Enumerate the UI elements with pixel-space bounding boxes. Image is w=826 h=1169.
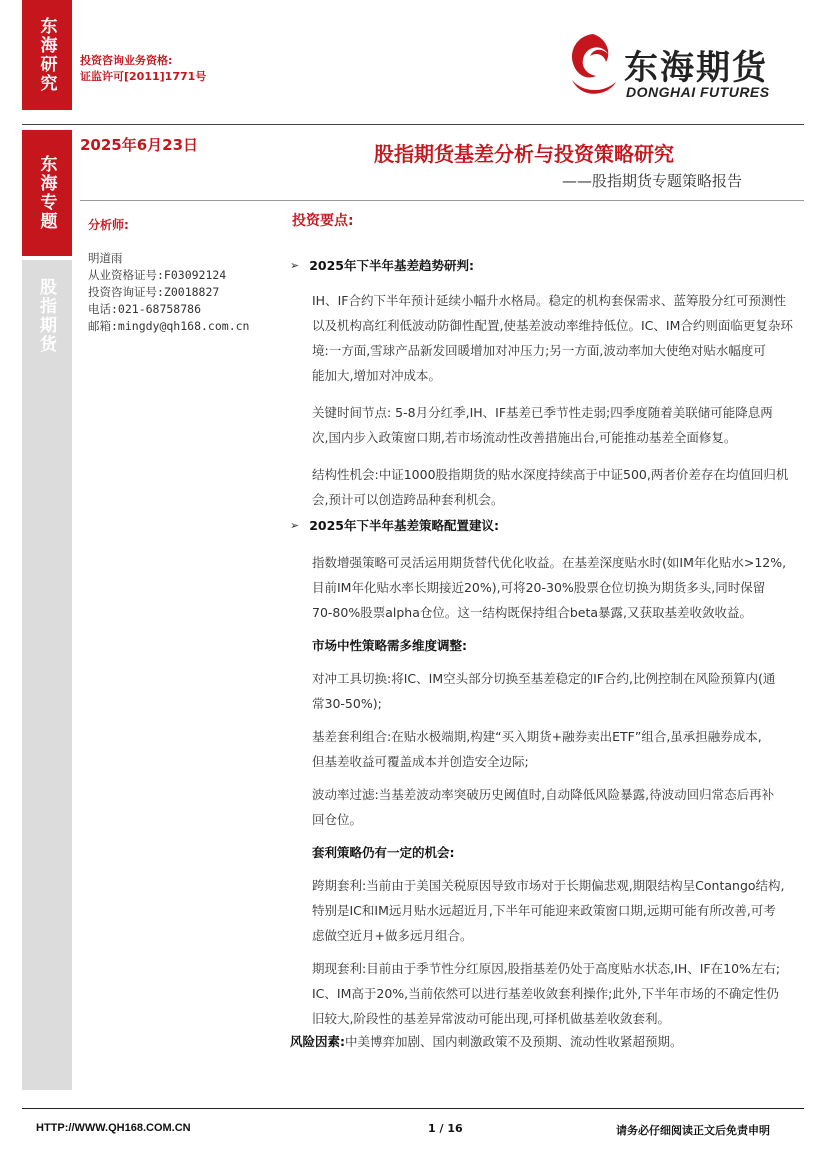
text-line: 常30-50%);	[312, 696, 382, 711]
risk-label: 风险因素:	[290, 1034, 345, 1049]
arrow-bullet-icon: ➢	[290, 258, 300, 272]
dragon-logo-icon	[562, 30, 624, 100]
text-line: 特别是IC和IM远月贴水远超近月,下半年可能迎来政策窗口期,远期可能有所改善,可考	[312, 903, 776, 918]
text-line: 指数增强策略可灵活运用期货替代优化收益。在基差深度贴水时(如IM年化贴水>12%,	[312, 555, 787, 570]
header-rule	[22, 124, 804, 125]
text-line: 对冲工具切换:将IC、IM空头部分切换至基差稳定的IF合约,比例控制在风险预算内(通	[312, 671, 776, 686]
subsection-neutral-title: 市场中性策略需多维度调整:	[312, 638, 467, 653]
text-line: 次,国内步入政策窗口期,若市场流动性改善措施出台,可能推动基差全面修复。	[312, 430, 737, 445]
text-line: 结构性机会:中证1000股指期货的贴水深度持续高于中证500,两者价差存在均值回归机	[312, 467, 789, 482]
section-strategy	[290, 516, 802, 534]
subsection-arbitrage-title: 套利策略仍有一定的机会:	[312, 845, 455, 860]
paragraph	[312, 724, 808, 774]
section-strategy-title: 2025年下半年基差策略配置建议:	[309, 518, 500, 533]
sidebar-band	[22, 260, 72, 1090]
analyst-email: 邮箱:mingdy@qh168.com.cn	[88, 319, 250, 333]
analyst-name: 明道雨	[88, 251, 123, 265]
report-subtitle: ——股指期货专题策略报告	[562, 172, 743, 190]
text-line: IH、IF合约下半年预计延续小幅升水格局。稳定的机构套保需求、蓝筹股分红可预测性	[312, 293, 786, 308]
footer-rule	[22, 1108, 804, 1109]
title-rule	[80, 200, 804, 201]
footer-page-number: 1 / 16	[428, 1122, 463, 1135]
paragraph	[312, 288, 808, 388]
sidebar-tab-topic	[22, 130, 72, 256]
text-line: 但基差收益可覆盖成本并创造安全边际;	[312, 754, 529, 769]
analyst-card	[88, 250, 278, 335]
text-line: 能加大,增加对冲成本。	[312, 368, 441, 383]
text-line: 目前IM年化贴水率长期接近20%),可将20-30%股票仓位切换为期货多头,同时保留	[312, 580, 766, 595]
license-number: 证监许可[2011]1771号	[80, 70, 207, 83]
paragraph	[312, 956, 808, 1031]
paragraph	[312, 873, 808, 948]
text-line: 虑做空近月+做多远月组合。	[312, 928, 473, 943]
text-line: 会,预计可以创造跨品种套利机会。	[312, 492, 504, 507]
risk-factors	[290, 1032, 806, 1052]
side-tab-label: 东海研究	[36, 17, 57, 93]
report-date: 2025年6月23日	[80, 136, 199, 154]
paragraph	[312, 462, 808, 512]
text-line: 境:一方面,雪球产品新发回暖增加对冲压力;另一方面,波动率加大使绝对贴水幅度可	[312, 343, 766, 358]
header-side-tab	[22, 0, 72, 110]
section-trend	[290, 256, 802, 274]
paragraph	[312, 666, 808, 716]
section-trend-body	[312, 288, 808, 512]
paragraph	[312, 782, 808, 832]
brand-logo	[562, 28, 802, 104]
text-line: 关键时间节点: 5-8月分红季,IH、IF基差已季节性走弱;四季度随着美联储可能降息两	[312, 405, 773, 420]
text-line: 旧较大,阶段性的基差异常波动可能出现,可择机做基差收敛套利。	[312, 1011, 670, 1026]
analyst-cert-qualification: 从业资格证号:F03092124	[88, 268, 227, 282]
text-line: 期现套利:目前由于季节性分红原因,股指基差仍处于高度贴水状态,IH、IF在10%左右;	[312, 961, 781, 976]
paragraph	[312, 400, 808, 450]
report-title: 股指期货基差分析与投资策略研究	[374, 142, 674, 166]
text-line: 70-80%股票alpha仓位。这一结构既保持组合beta暴露,又获取基差收敛收益。	[312, 605, 753, 620]
analyst-heading: 分析师:	[88, 218, 129, 232]
brand-name-en: DONGHAI FUTURES	[626, 84, 770, 100]
sidebar-topic-label: 东海专题	[36, 155, 57, 231]
analyst-phone: 电话:021-68758786	[88, 302, 202, 316]
section-strategy-body	[312, 550, 808, 1031]
text-line: 跨期套利:当前由于美国关税原因导致市场对于长期偏悲观,期限结构呈Contango结构,	[312, 878, 785, 893]
analyst-cert-consulting: 投资咨询证号:Z0018827	[88, 285, 220, 299]
section-trend-title: 2025年下半年基差趋势研判:	[309, 258, 475, 273]
brand-name-cn: 东海期货	[624, 48, 768, 88]
text-line: 基差套利组合:在贴水极端期,构建“买入期货+融券卖出ETF”组合,虽承担融券成本,	[312, 729, 762, 744]
paragraph	[312, 550, 808, 625]
text-line: 波动率过滤:当基差波动率突破历史阈值时,自动降低风险暴露,待波动回归常态后再补	[312, 787, 775, 802]
key-points-heading: 投资要点:	[292, 213, 354, 229]
text-line: 以及机构高红利低波动防御性配置,使基差波动率维持低位。IC、IM合约则面临更复杂环	[312, 318, 793, 333]
risk-text: 中美博弈加剧、国内刺激政策不及预期、流动性收紧超预期。	[345, 1034, 683, 1049]
sidebar-category-label: 股指期货	[36, 278, 56, 354]
arrow-bullet-icon: ➢	[290, 518, 300, 532]
license-title: 投资咨询业务资格:	[80, 54, 173, 67]
footer-disclaimer: 请务必仔细阅读正文后免责申明	[616, 1124, 770, 1137]
text-line: IC、IM高于20%,当前依然可以进行基差收敛套利操作;此外,下半年市场的不确定性仍	[312, 986, 779, 1001]
text-line: 回仓位。	[312, 812, 363, 827]
footer-url[interactable]: HTTP://WWW.QH168.COM.CN	[36, 1122, 191, 1134]
